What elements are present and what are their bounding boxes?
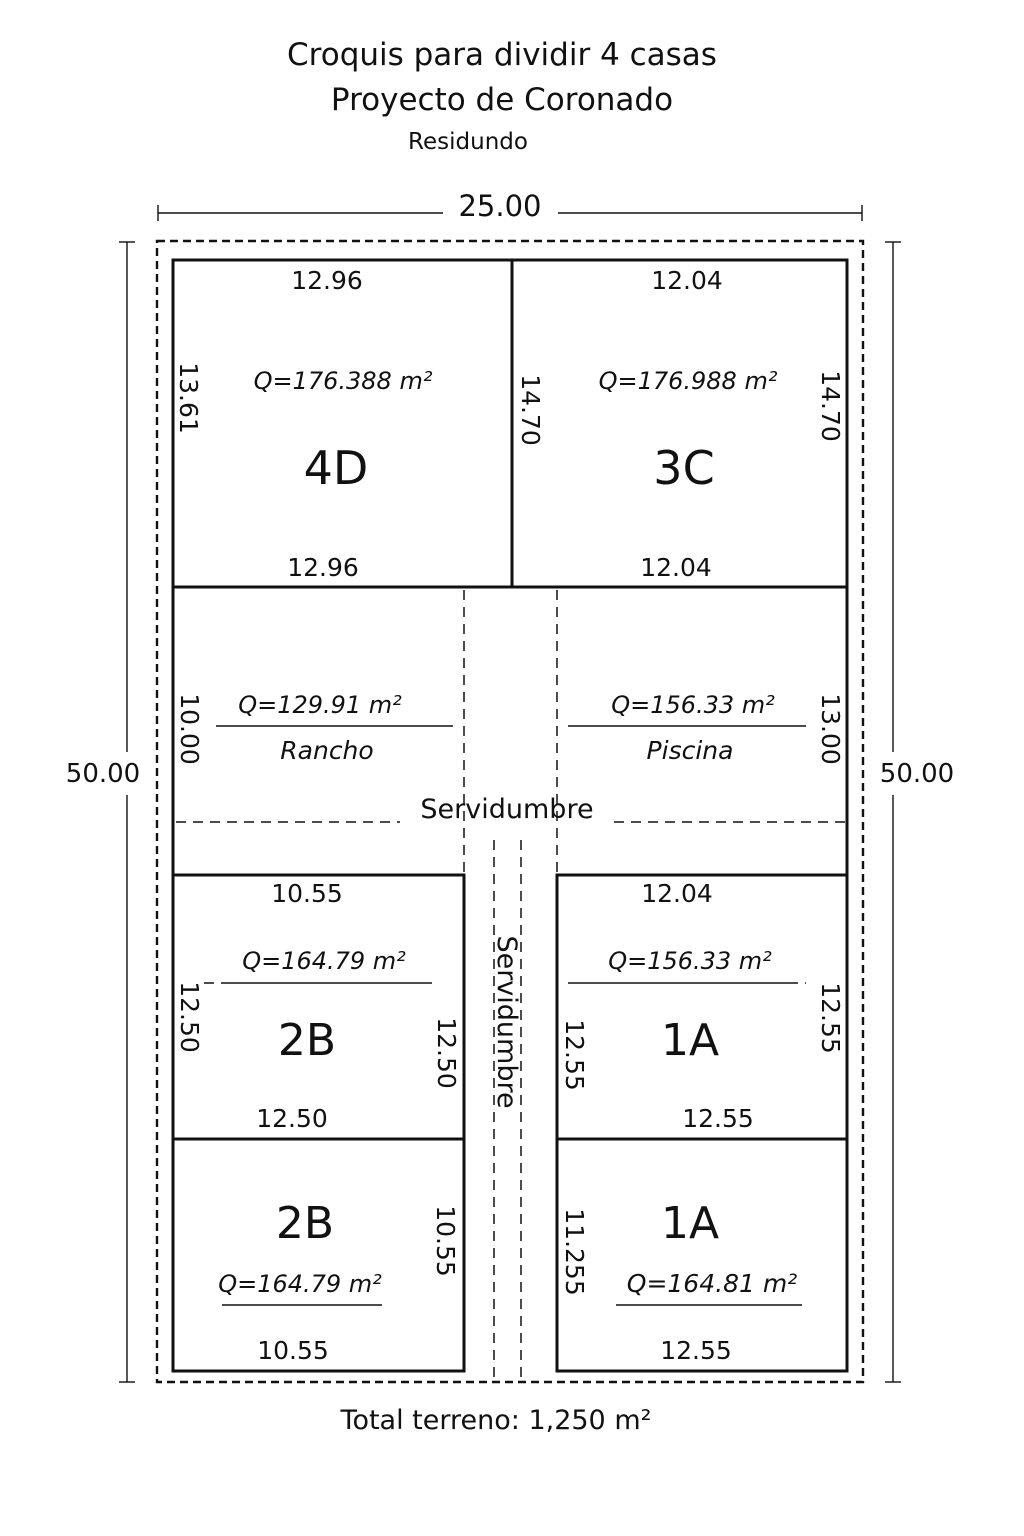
lot-1a-upper-right-dimension: 12.55 [816,982,845,1054]
lot-1a-upper [560,879,845,1133]
lot-4d-area: Q=176.388 m² [253,367,433,395]
lot-1a-upper-top-dimension: 12.04 [641,879,713,908]
piscina-area [568,691,845,765]
overall-width-dimension [158,189,862,223]
lot-2b-upper-outline [173,875,464,1139]
lot-3c-outline [512,260,847,587]
lot-2b-lower-right-dimension: 10.55 [431,1205,460,1277]
lot-3c-top-dimension: 12.04 [651,266,723,295]
overall-height-dimension-left [66,242,140,1382]
lot-1a-upper-name: 1A [660,1015,720,1066]
lot-1a-upper-left-dimension: 12.55 [560,1019,589,1091]
lot-2b-upper-left-dimension: 12.50 [175,981,204,1053]
plan-title-line2: Proyecto de Coronado [330,82,674,118]
lot-1a-lower [560,1198,802,1365]
lot-4d-left-dimension: 13.61 [174,362,203,434]
lot-2b-lower [218,1198,460,1365]
lot-4d [174,266,433,582]
servidumbre-vertical-label: Servidumbre [491,935,522,1109]
rancho-area [175,691,453,765]
lot-4d-name: 4D [303,441,369,495]
rancho-name: Rancho [280,736,374,765]
lot-1a-upper-area: Q=156.33 m² [608,947,772,975]
lot-3c-left-dimension: 14.70 [516,374,545,446]
lot-3c-area: Q=176.988 m² [598,367,778,395]
lot-2b-lower-area: Q=164.79 m² [218,1270,382,1298]
piscina-name: Piscina [646,736,734,765]
piscina-right-dimension: 13.00 [816,693,845,765]
overall-height-left-label: 50.00 [65,759,141,789]
lot-1a-lower-name: 1A [660,1198,720,1249]
lot-2b-upper-top-dimension: 10.55 [271,879,343,908]
overall-height-right-label: 50.00 [879,759,955,789]
lot-2b-upper-name: 2B [277,1015,337,1066]
piscina-area-value: Q=156.33 m² [611,691,775,719]
rancho-area-value: Q=129.91 m² [238,691,402,719]
servidumbre-horizontal-label: Servidumbre [420,794,594,825]
lot-1a-lower-bottom-dimension: 12.55 [660,1336,732,1365]
lot-1a-lower-area: Q=164.81 m² [626,1269,798,1298]
overall-height-dimension-right [880,242,954,1382]
lot-1a-upper-outline [557,875,847,1139]
lot-1a-lower-left-dimension: 11.255 [560,1208,589,1296]
rancho-left-dimension: 10.00 [175,693,204,765]
lot-2b-upper [175,879,461,1133]
lot-4d-outline [173,260,512,587]
plan-title: Croquis para dividir 4 casas [287,37,717,73]
lot-2b-upper-bottom-dimension: 12.50 [256,1104,328,1133]
lot-4d-top-dimension: 12.96 [291,266,363,295]
lot-2b-lower-bottom-dimension: 10.55 [257,1336,329,1365]
overall-width-label: 25.00 [458,189,542,223]
lot-1a-upper-bottom-dimension: 12.55 [682,1104,754,1133]
plan-subtitle: Residundo [408,129,528,155]
lot-2b-upper-right-dimension: 12.50 [432,1017,461,1089]
lot-3c-bottom-dimension: 12.04 [640,553,712,582]
lot-4d-bottom-dimension: 12.96 [287,553,359,582]
middle-zone-outline [173,587,847,875]
lot-3c [516,266,845,582]
lot-2b-lower-name: 2B [275,1198,335,1249]
total-area-label: Total terreno: 1,250 m² [340,1405,652,1436]
lot-3c-name: 3C [653,441,715,495]
lot-2b-upper-area: Q=164.79 m² [242,947,406,975]
lot-3c-right-dimension: 14.70 [816,370,845,442]
